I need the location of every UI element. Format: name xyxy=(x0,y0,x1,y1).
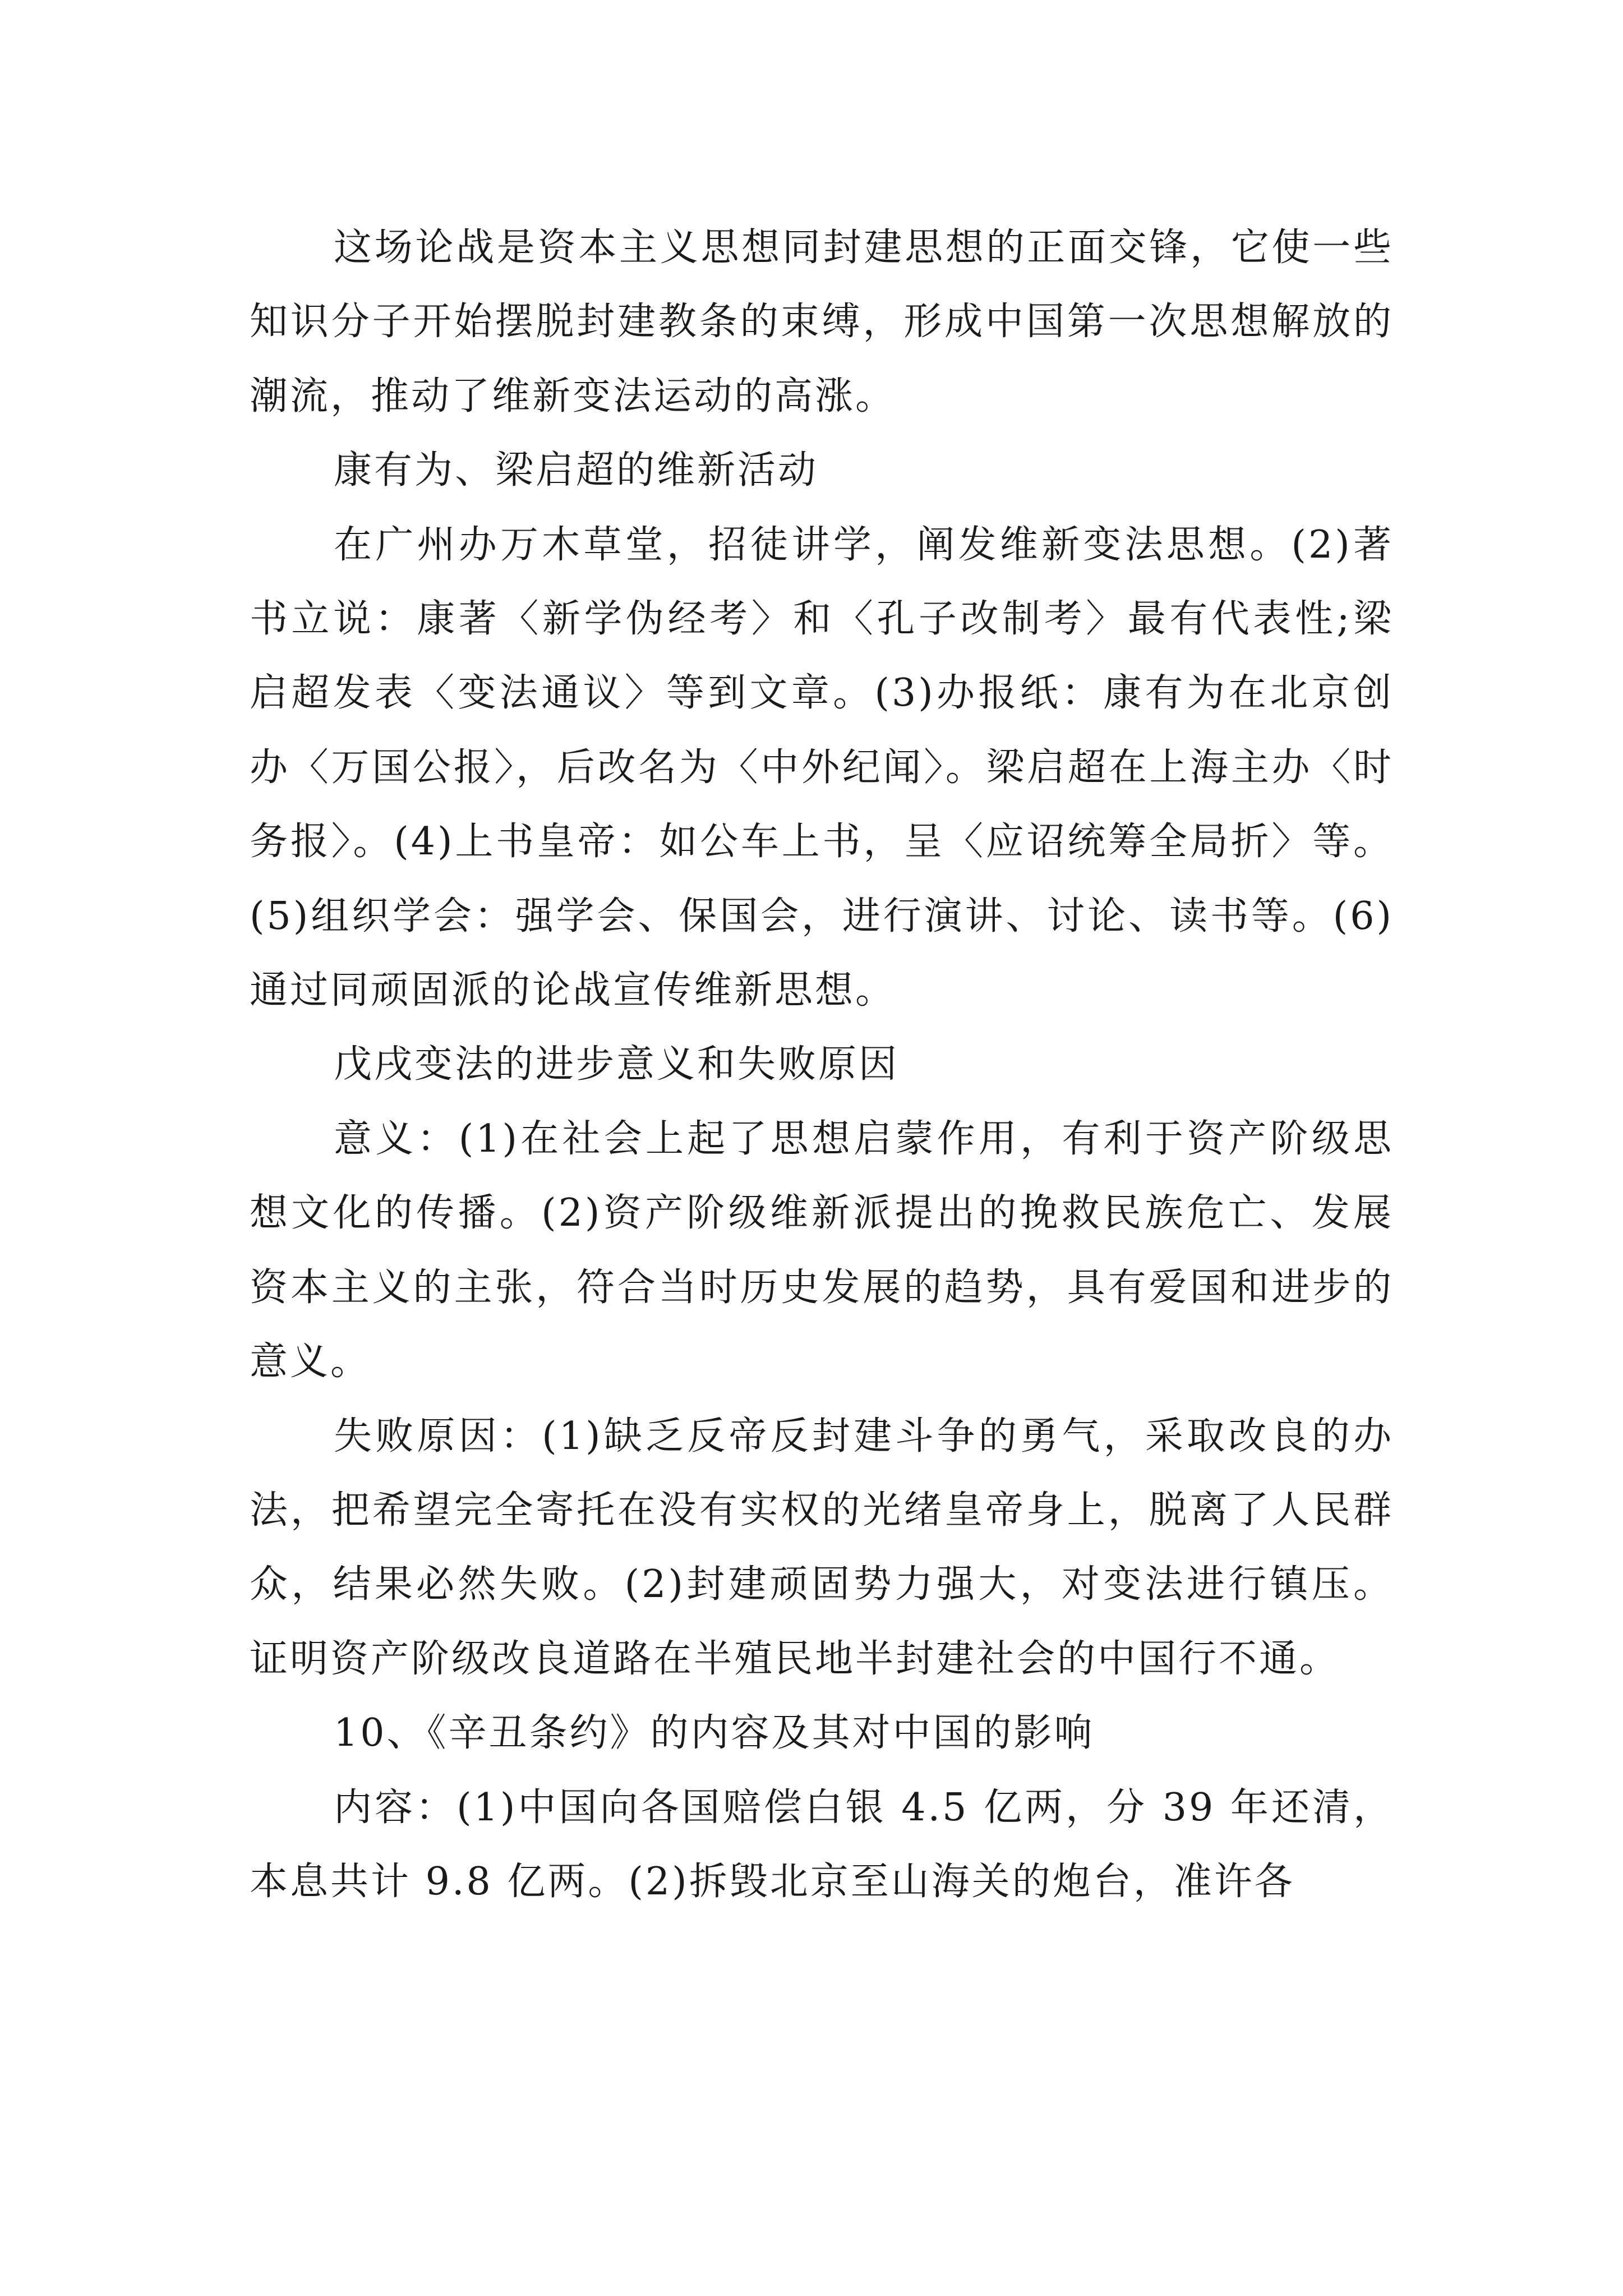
document-body xyxy=(250,211,1394,1919)
paragraph-failure-reasons: 失败原因：(1)缺乏反帝反封建斗争的勇气，采取改良的办法，把希望完全寄托在没有实权的光绪皇帝身上，脱离了人民群众，结果必然失败。(2)封建顽固势力强大，对变法进行镇压。证明资产阶级改良道路在半殖民地半封建社会的中国行不通。 xyxy=(250,1414,1394,1681)
heading-wuxu-reform: 戊戌变法的进步意义和失败原因 xyxy=(334,1042,900,1087)
paragraph-debate-significance: 这场论战是资本主义思想同封建思想的正面交锋，它使一些知识分子开始摆脱封建教条的束缚，形成中国第一次思想解放的潮流，推动了维新变法运动的高涨。 xyxy=(250,226,1394,418)
paragraph-reform-activities: 在广州办万木草堂，招徒讲学，阐发维新变法思想。(2)著书立说：康著〈新学伪经考〉和〈孔子改制考〉最有代表性;梁启超发表〈变法通议〉等到文章。(3)办报纸：康有为在北京创办〈万国公报〉，后改名为〈中外纪闻〉。梁启超在上海主办〈时务报〉。(4)上书皇帝：如公车上书，呈〈应诏统筹全局折〉等。(5)组织学会：强学会、保国会，进行演讲、讨论、读书等。(6)通过同顽固派的论战宣传维新思想。 xyxy=(250,522,1394,1013)
paragraph-significance: 意义：(1)在社会上起了思想启蒙作用，有利于资产阶级思想文化的传播。(2)资产阶级维新派提出的挽救民族危亡、发展资本主义的主张，符合当时历史发展的趋势，具有爱国和进步的意义。 xyxy=(250,1116,1394,1384)
heading-xinchou-treaty: 10、《辛丑条约》的内容及其对中国的影响 xyxy=(334,1711,1095,1756)
heading-reform-activities: 康有为、梁启超的维新活动 xyxy=(334,448,819,493)
paragraph-treaty-content: 内容：(1)中国向各国赔偿白银 4.5 亿两，分 39 年还清，本息共计 9.8 亿两。(2)拆毁北京至山海关的炮台，准许各 xyxy=(250,1785,1394,1904)
